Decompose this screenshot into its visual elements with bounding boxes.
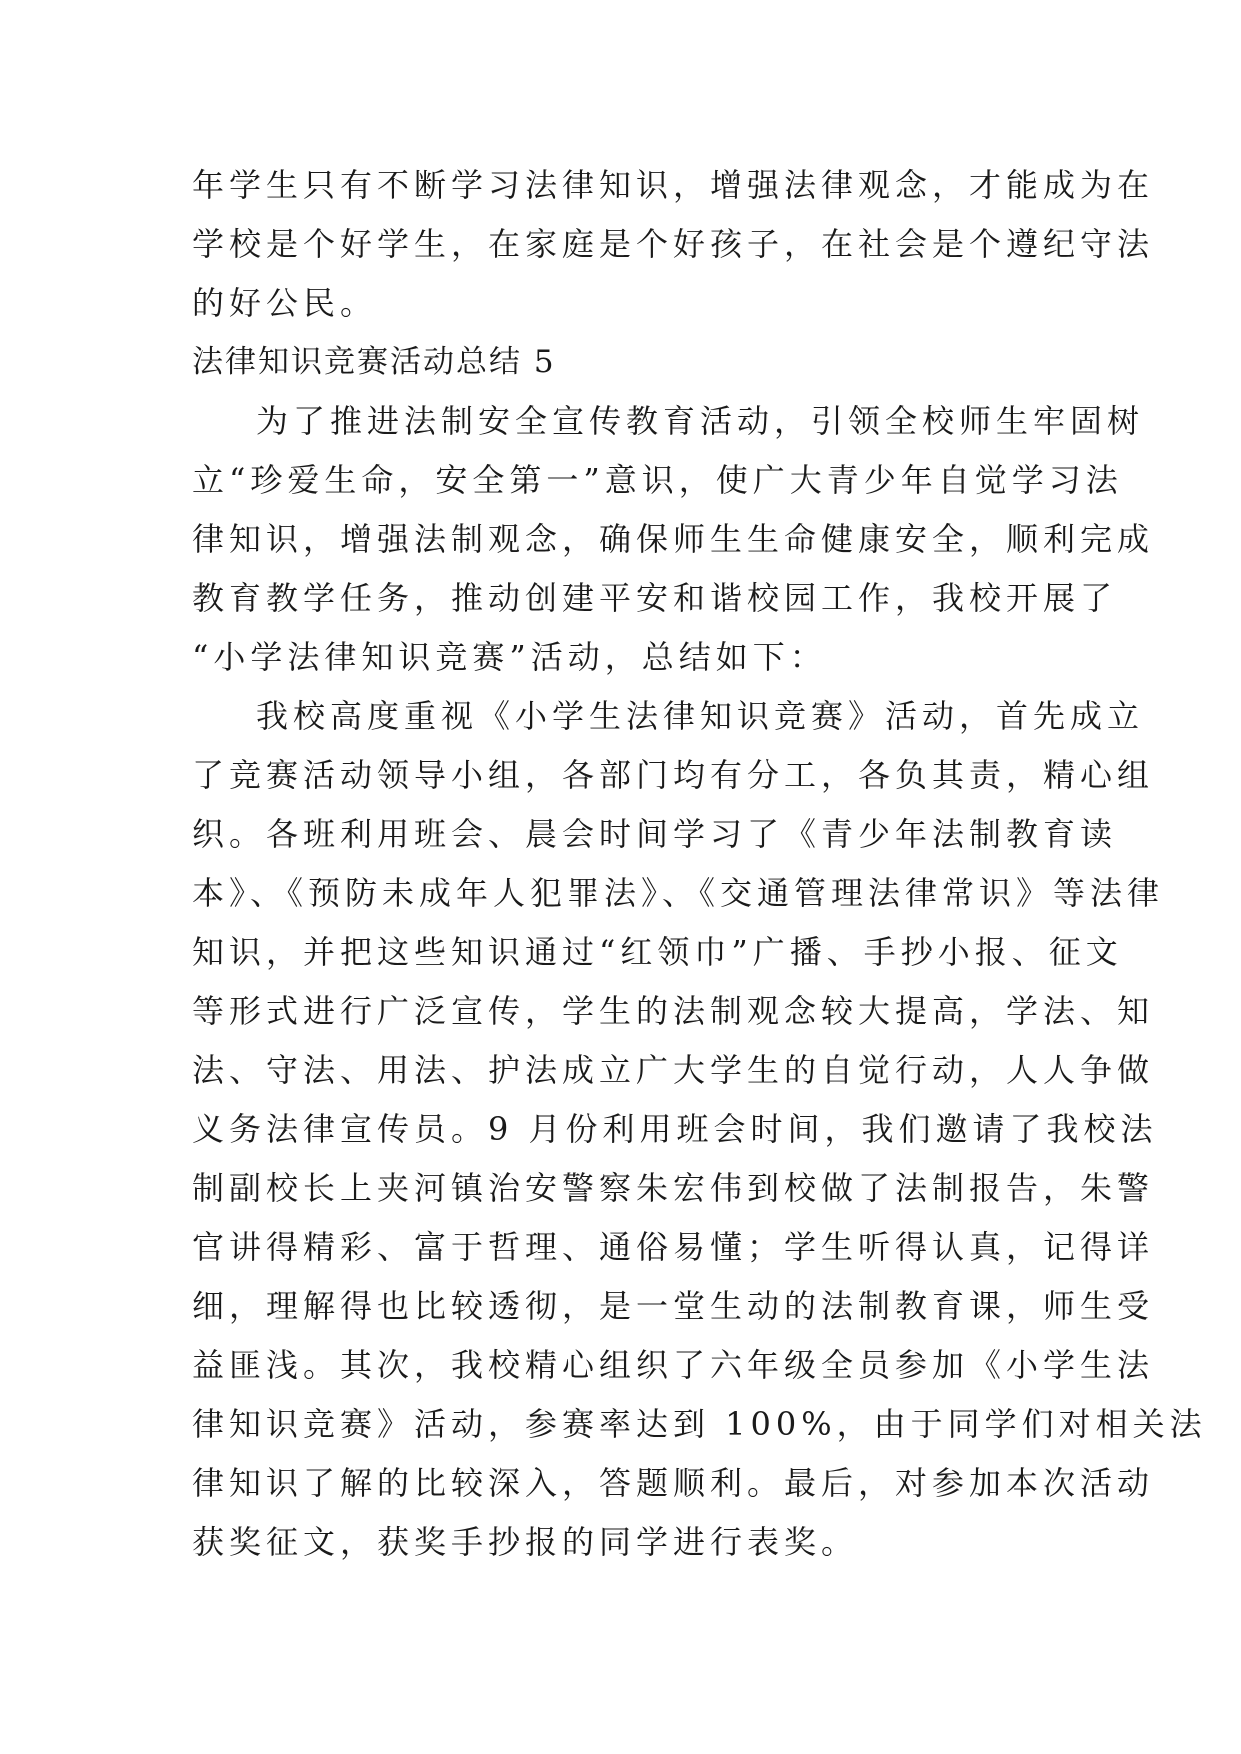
text-line: 本》、《预防未成年人犯罪法》、《交通管理法律常识》等法律 [192,874,1165,912]
paragraph-body [192,687,1207,1572]
document-body [192,156,1207,1572]
paragraph-intro [192,392,1155,687]
text-line: 知识，并把这些知识通过“红领巾”广播、手抄小报、征文 [192,933,1123,971]
text-line: 我校高度重视《小学生法律知识竞赛》活动，首先成立 [256,697,1145,735]
text-line: 的好公民。 [192,284,378,322]
text-line: 益匪浅。其次，我校精心组织了六年级全员参加《小学生法 [192,1346,1155,1384]
text-line: 义务法律宣传员。9 月份利用班会时间，我们邀请了我校法 [192,1110,1158,1148]
text-line: 制副校长上夹河镇治安警察朱宏伟到校做了法制报告，朱警 [192,1169,1155,1207]
text-line: 律知识了解的比较深入，答题顺利。最后，对参加本次活动 [192,1464,1155,1502]
text-line: 立“珍爱生命，安全第一”意识，使广大青少年自觉学习法 [192,461,1123,499]
paragraph-continuation [192,156,1155,333]
text-line: 教育教学任务，推动创建平安和谐校园工作，我校开展了 [192,579,1118,617]
text-line: 等形式进行广泛宣传，学生的法制观念较大提高，学法、知 [192,992,1155,1030]
section-heading: 法律知识竞赛活动总结 5 [192,344,556,380]
text-line: 律知识，增强法制观念，确保师生生命健康安全，顺利完成 [192,520,1155,558]
text-line: “小学法律知识竞赛”活动，总结如下： [192,638,827,676]
text-line: 了竞赛活动领导小组，各部门均有分工，各负其责，精心组 [192,756,1155,794]
text-line: 年学生只有不断学习法律知识，增强法律观念，才能成为在 [192,166,1155,204]
text-line: 为了推进法制安全宣传教育活动，引领全校师生牢固树 [256,402,1145,440]
text-line: 获奖征文，获奖手抄报的同学进行表奖。 [192,1523,859,1561]
text-line: 律知识竞赛》活动，参赛率达到 100%，由于同学们对相关法 [192,1405,1207,1443]
text-line: 法、守法、用法、护法成立广大学生的自觉行动，人人争做 [192,1051,1155,1089]
text-line: 织。各班利用班会、晨会时间学习了《青少年法制教育读 [192,815,1118,853]
text-line: 学校是个好学生，在家庭是个好孩子，在社会是个遵纪守法 [192,225,1155,263]
text-line: 官讲得精彩、富于哲理、通俗易懂；学生听得认真，记得详 [192,1228,1155,1266]
text-line: 细，理解得也比较透彻，是一堂生动的法制教育课，师生受 [192,1287,1155,1325]
